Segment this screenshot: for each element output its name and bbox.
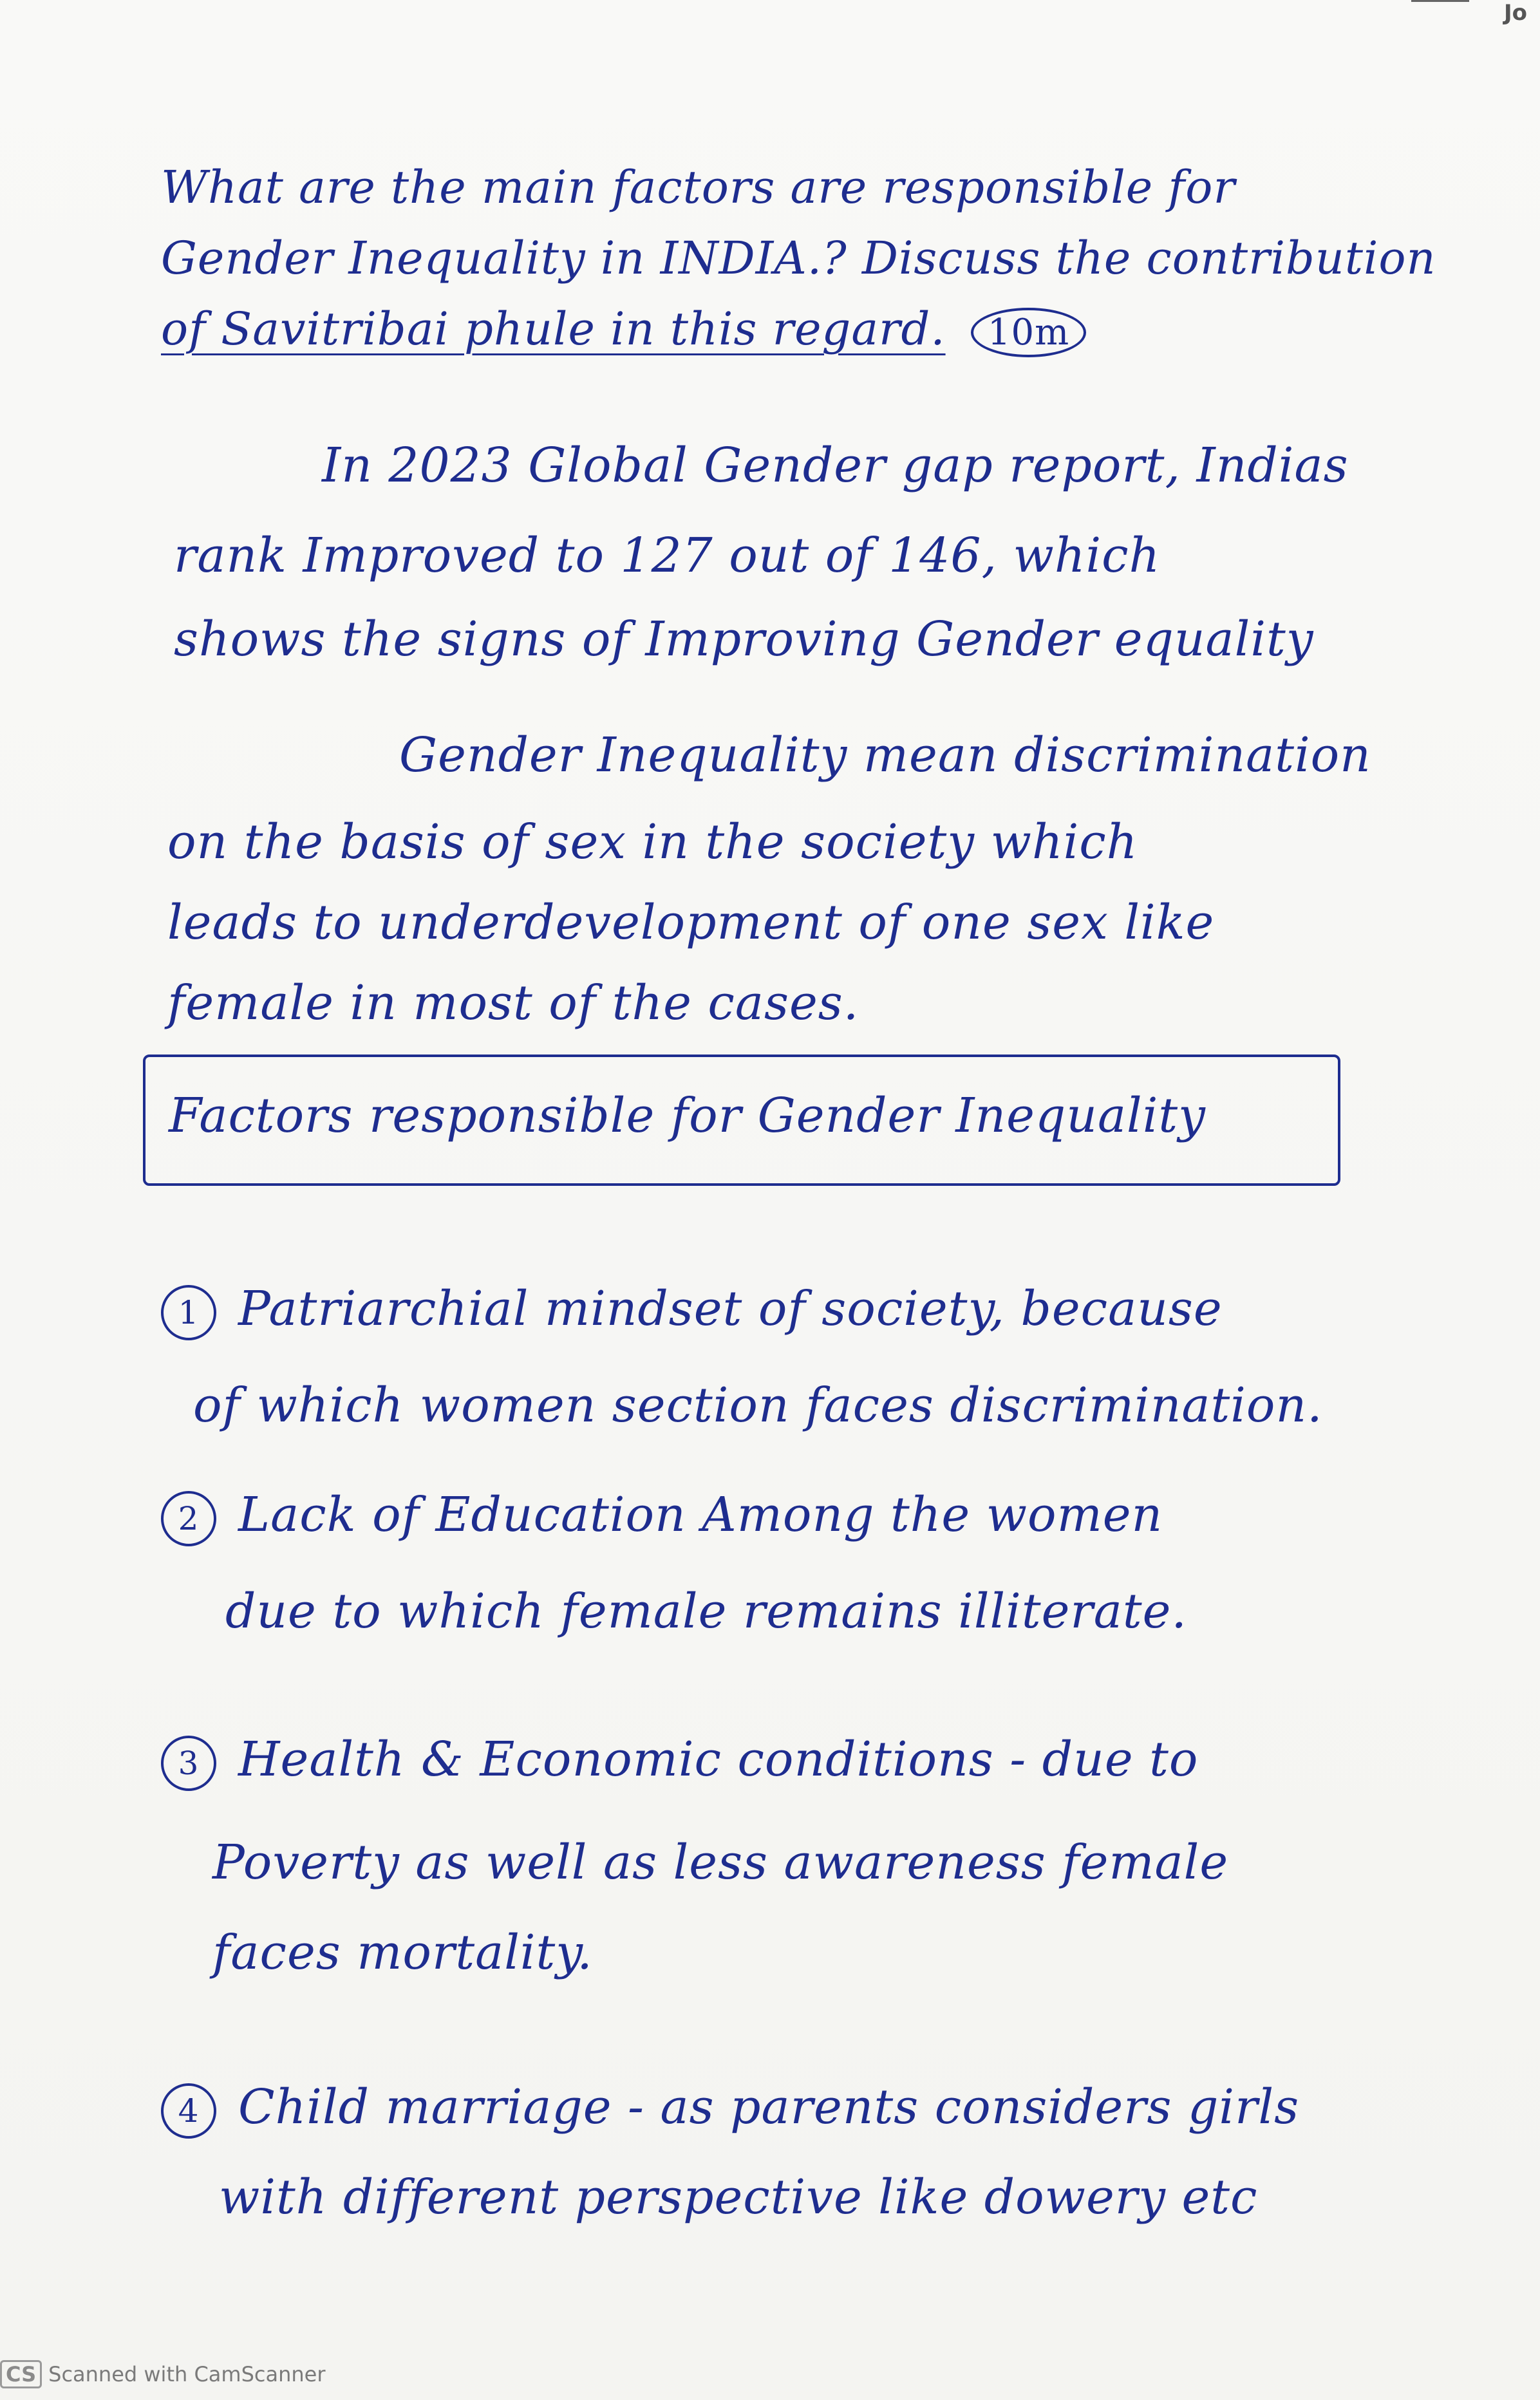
question-line-1: What are the main factors are responsible for <box>161 161 1235 214</box>
camscanner-logo: CS <box>0 2360 42 2388</box>
factor-3-line-1: Health & Economic conditions - due to <box>238 1732 1199 1787</box>
footer-text: Scanned with CamScanner <box>48 2362 326 2386</box>
question-line-3: of Savitribai phule in this regard. <box>161 303 946 355</box>
factor-3-line-3: faces mortality. <box>212 1925 593 1980</box>
intro-line-1: In 2023 Global Gender gap report, Indias <box>322 438 1349 493</box>
definition-line-4: female in most of the cases. <box>167 975 859 1031</box>
definition-line-1: Gender Inequality mean discrimination <box>399 727 1371 783</box>
factor-number-badge: 2 <box>161 1491 216 1546</box>
question-line-3-wrap <box>161 303 1086 357</box>
definition-line-3: leads to underdevelopment of one sex like <box>167 895 1215 950</box>
definition-line-2: on the basis of sex in the society which <box>167 814 1138 870</box>
scanner-footer <box>0 2360 325 2388</box>
intro-line-3: shows the signs of Improving Gender equality <box>174 612 1314 667</box>
factor-number-badge: 3 <box>161 1736 216 1791</box>
corner-text: Jo <box>1503 0 1527 26</box>
factor-number-badge: 4 <box>161 2083 216 2139</box>
factor-2-line-2: due to which female remains illiterate. <box>225 1584 1187 1639</box>
factor-1-line-2: of which women section faces discrimination. <box>193 1378 1323 1433</box>
marks-badge: 10m <box>971 308 1086 357</box>
factor-4-line-1: Child marriage - as parents considers girls <box>238 2079 1300 2135</box>
question-line-2: Gender Inequality in INDIA.? Discuss the contribution <box>161 232 1436 285</box>
factor-2-line-1: Lack of Education Among the women <box>238 1487 1163 1542</box>
factor-3-line-1-wrap <box>161 1732 1198 1791</box>
corner-mark <box>1411 0 1469 7</box>
factor-1-line-1-wrap <box>161 1281 1223 1340</box>
factors-heading: Factors responsible for Gender Inequality <box>169 1088 1206 1143</box>
factor-4-line-2: with different perspective like dowery etc <box>219 2170 1258 2225</box>
factor-2-line-1-wrap <box>161 1487 1163 1546</box>
factor-4-line-1-wrap <box>161 2079 1299 2139</box>
factor-number-badge: 1 <box>161 1285 216 1340</box>
intro-line-2: rank Improved to 127 out of 146, which <box>174 528 1161 583</box>
factor-1-line-1: Patriarchial mindset of society, because <box>238 1281 1223 1336</box>
factor-3-line-2: Poverty as well as less awareness female <box>212 1835 1229 1890</box>
